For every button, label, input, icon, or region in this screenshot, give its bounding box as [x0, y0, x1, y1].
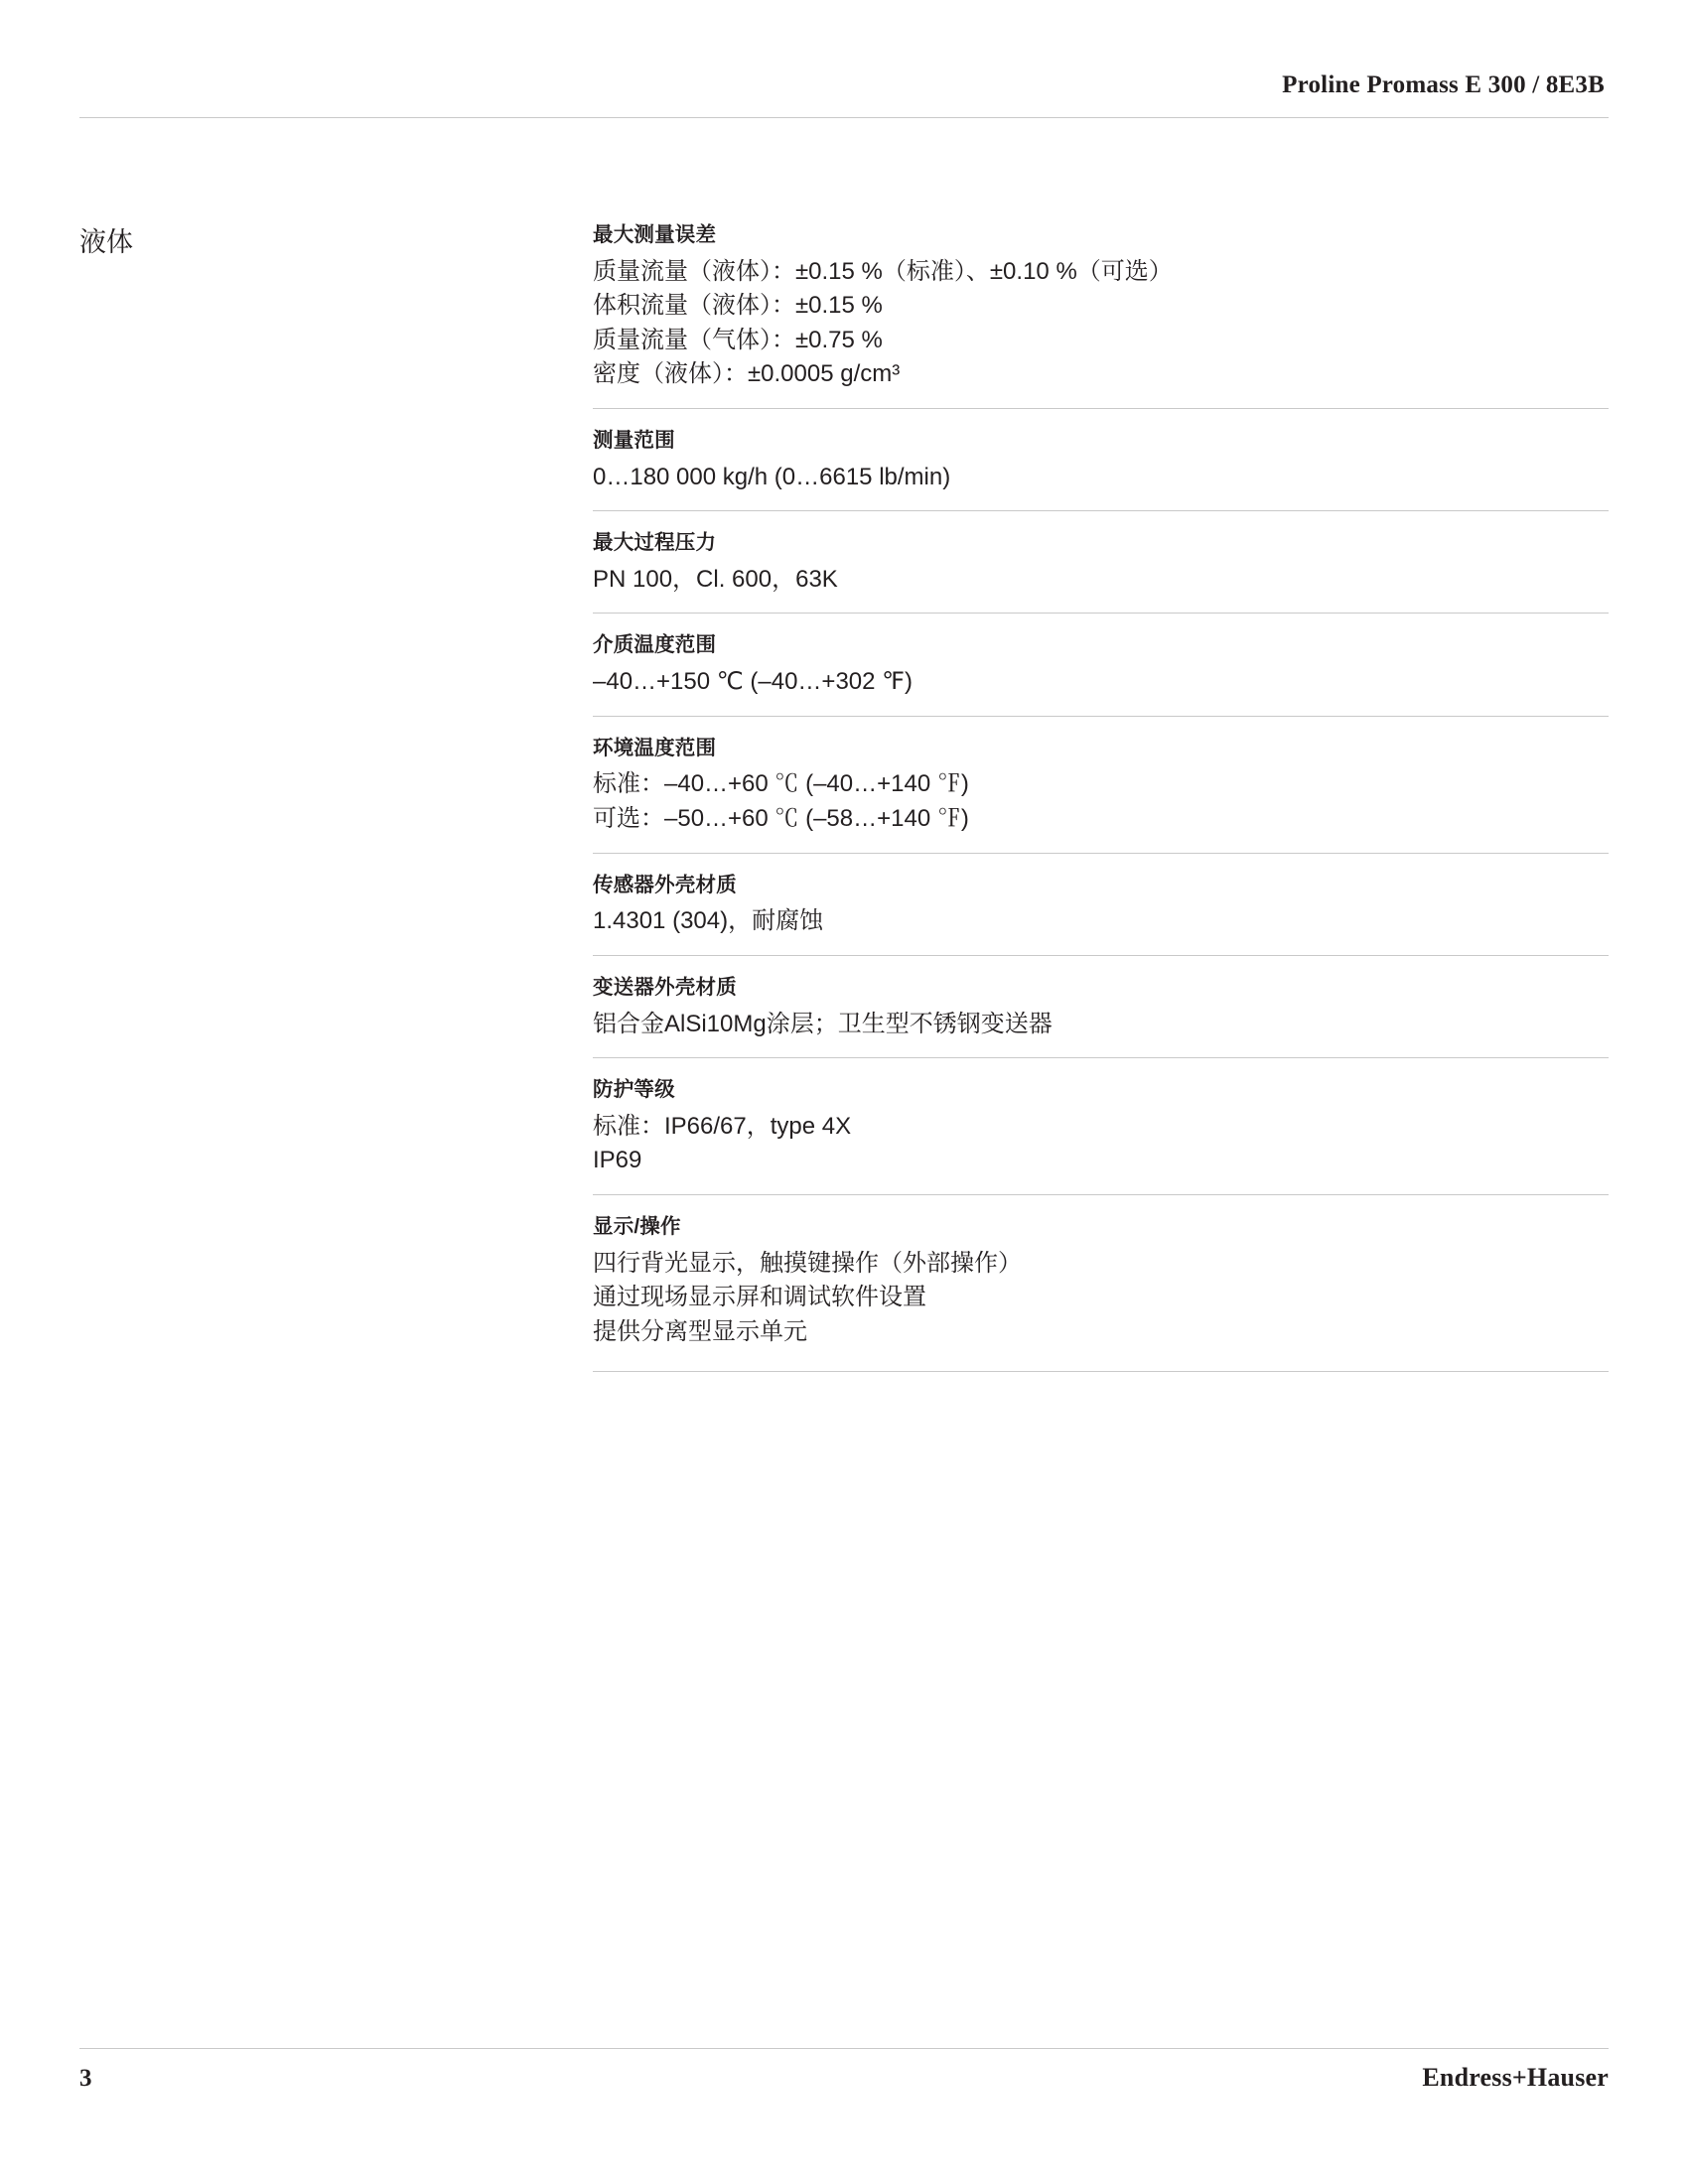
spec-value-line: 0…180 000 kg/h (0…6615 lb/min): [593, 463, 951, 490]
spec-value-line: 体积流量（液体）：±0.15 %: [593, 292, 883, 320]
page-header: [79, 71, 1609, 118]
spec-value-line: 标准：–40…+60 ℃ (–40…+140 ℉): [593, 770, 969, 798]
spec-title: 变送器外壳材质: [593, 975, 737, 999]
spec-value-line: 质量流量（液体）：±0.15 %（标准）、±0.10 %（可选）: [593, 257, 1173, 285]
spec-block: [593, 955, 1609, 1057]
footer-divider: [79, 2048, 1609, 2049]
spec-block: [593, 853, 1609, 955]
page-footer: [79, 2048, 1609, 2093]
spec-title: 测量范围: [593, 428, 675, 452]
spec-title: 介质温度范围: [593, 633, 717, 657]
spec-value-line: 铝合金AlSi10Mg涂层；卫生型不锈钢变送器: [593, 1010, 1053, 1037]
spec-block: [593, 220, 1609, 408]
spec-list: [593, 220, 1609, 1372]
spec-value-line: –40…+150 ℃ (–40…+302 ℉): [593, 668, 913, 696]
spec-title: 显示/操作: [593, 1214, 681, 1238]
spec-value-line: 通过现场显示屏和调试软件设置: [593, 1284, 926, 1311]
spec-value-line: PN 100，Cl. 600，63K: [593, 565, 838, 593]
header-divider: [79, 117, 1609, 118]
spec-value-line: 四行背光显示，触摸键操作（外部操作）: [593, 1249, 1022, 1277]
spec-block: [593, 716, 1609, 853]
section-label: 液体: [79, 227, 133, 257]
spec-value-line: 标准：IP66/67，type 4X: [593, 1112, 852, 1140]
document-title: Proline Promass E 300 / 8E3B: [1282, 71, 1605, 98]
brand-logo: Endress+Hauser: [1422, 2063, 1609, 2092]
spec-block: [593, 1057, 1609, 1194]
spec-title: 最大测量误差: [593, 223, 717, 246]
spec-block: [593, 1194, 1609, 1372]
spec-value-line: 密度（液体）：±0.0005 g/cm³: [593, 360, 901, 388]
spec-value-line: 1.4301 (304)，耐腐蚀: [593, 907, 824, 935]
spec-value-line: IP69: [593, 1147, 642, 1174]
spec-value-line: 可选：–50…+60 ℃ (–58…+140 ℉): [593, 804, 969, 832]
spec-title: 最大过程压力: [593, 531, 717, 555]
spec-title: 环境温度范围: [593, 736, 717, 759]
spec-block: [593, 408, 1609, 510]
spec-block: [593, 510, 1609, 613]
spec-title: 防护等级: [593, 1078, 675, 1102]
spec-value-line: 提供分离型显示单元: [593, 1317, 807, 1345]
page-content: [79, 220, 1609, 1372]
page-number: 3: [79, 2065, 92, 2092]
spec-block: [593, 613, 1609, 715]
spec-title: 传感器外壳材质: [593, 873, 737, 896]
spec-value-line: 质量流量（气体）：±0.75 %: [593, 326, 883, 353]
